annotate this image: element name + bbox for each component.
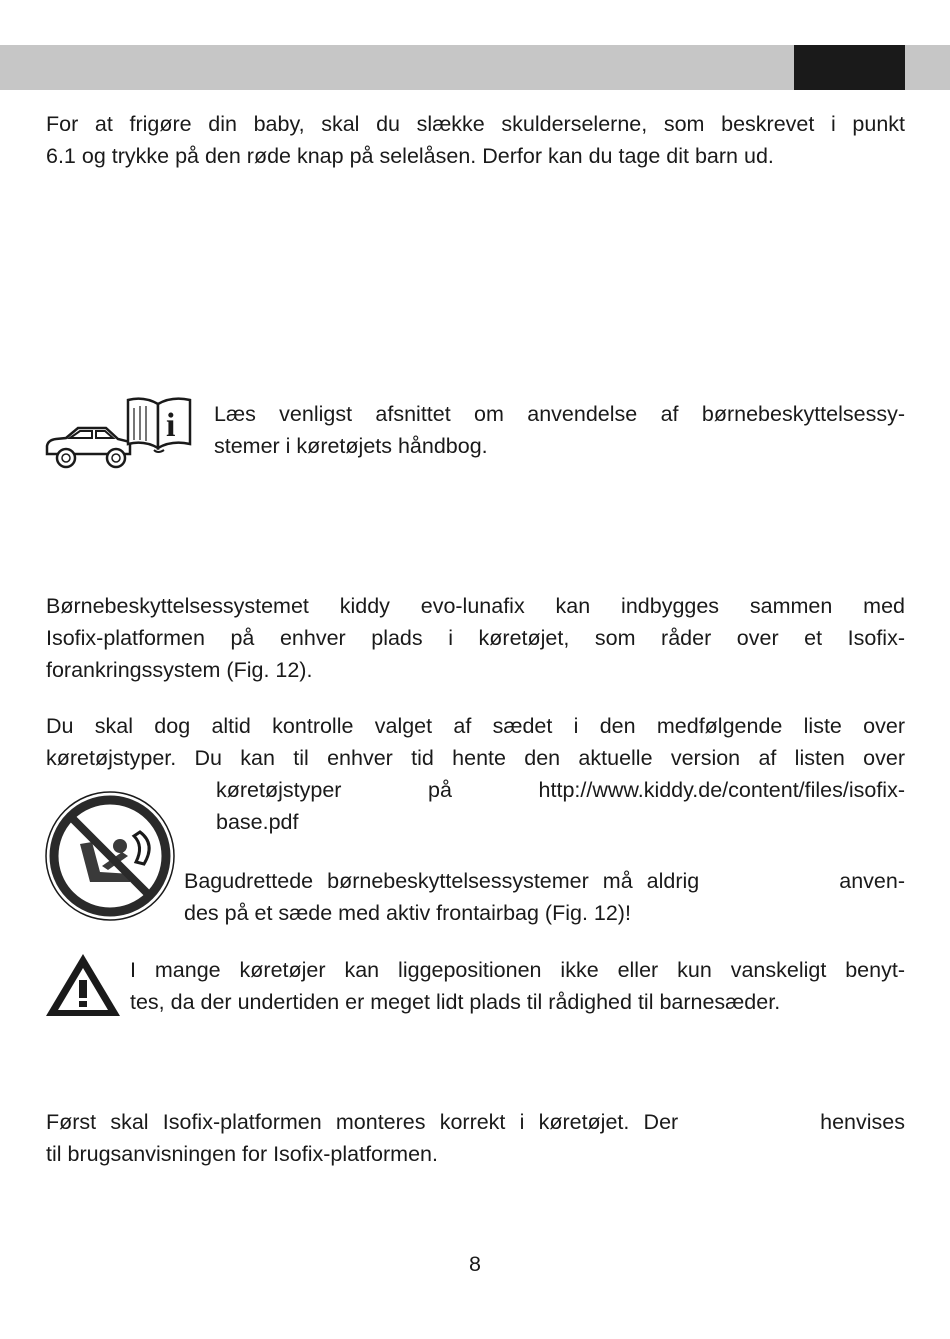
text-line: Isofix-platformen på enhver plads i køretøjet, som råder over et Isofix- bbox=[46, 626, 905, 650]
text-line: Du skal dog altid kontrolle valget af sædet i den medfølgende liste over bbox=[46, 714, 905, 738]
release-paragraph bbox=[46, 108, 905, 172]
text-line: base.pdf bbox=[216, 810, 299, 834]
warning-triangle-icon bbox=[44, 952, 122, 1018]
manual-note-paragraph bbox=[214, 398, 905, 462]
text-line: Børnebeskyttelsessystemet kiddy evo-lunafix kan indbygges sammen med bbox=[46, 594, 905, 618]
text-line: forankringssystem (Fig. 12). bbox=[46, 658, 313, 682]
vehicle-list-link-paragraph bbox=[216, 774, 905, 838]
svg-text:i: i bbox=[166, 407, 176, 444]
header-section-tab bbox=[794, 45, 905, 90]
text-line: til brugsanvisningen for Isofix-platformen. bbox=[46, 1142, 438, 1166]
installation-paragraph bbox=[46, 590, 905, 686]
text-line: des på et sæde med aktiv frontairbag (Fig. 12)! bbox=[184, 901, 631, 925]
text-line: tes, da der undertiden er meget lidt plads til rådighed til barnesæder. bbox=[130, 990, 781, 1014]
text-line: Bagudrettede børnebeskyttelsessystemer må aldrig anven- bbox=[184, 869, 905, 893]
no-airbag-icon bbox=[44, 790, 176, 922]
text-line: køretøjstyper på http://www.kiddy.de/content/files/isofix- bbox=[216, 778, 905, 802]
text-line: I mange køretøjer kan liggepositionen ikke eller kun vanskeligt benyt- bbox=[130, 958, 905, 982]
mounting-paragraph bbox=[46, 1106, 905, 1170]
text-line: køretøjstyper. Du kan til enhver tid hente den aktuelle version af listen over bbox=[46, 746, 905, 770]
vehicle-list-paragraph bbox=[46, 710, 905, 774]
airbag-warning-paragraph bbox=[184, 865, 905, 929]
text-line: For at frigøre din baby, skal du slække skulderselerne, som beskrevet i punkt bbox=[46, 112, 905, 136]
page-number: 8 bbox=[469, 1252, 481, 1276]
text-line: Læs venligst afsnittet om anvendelse af børnebeskyttelsessy- bbox=[214, 402, 905, 426]
car-manual-icon bbox=[44, 396, 194, 472]
text-line: Først skal Isofix-platformen monteres korrekt i køretøjet. Der henvises bbox=[46, 1110, 905, 1134]
text-line: 6.1 og trykke på den røde knap på selelåsen. Derfor kan du tage dit barn ud. bbox=[46, 144, 774, 168]
text-line: stemer i køretøjets håndbog. bbox=[214, 434, 488, 458]
recline-warning-paragraph bbox=[130, 954, 905, 1018]
